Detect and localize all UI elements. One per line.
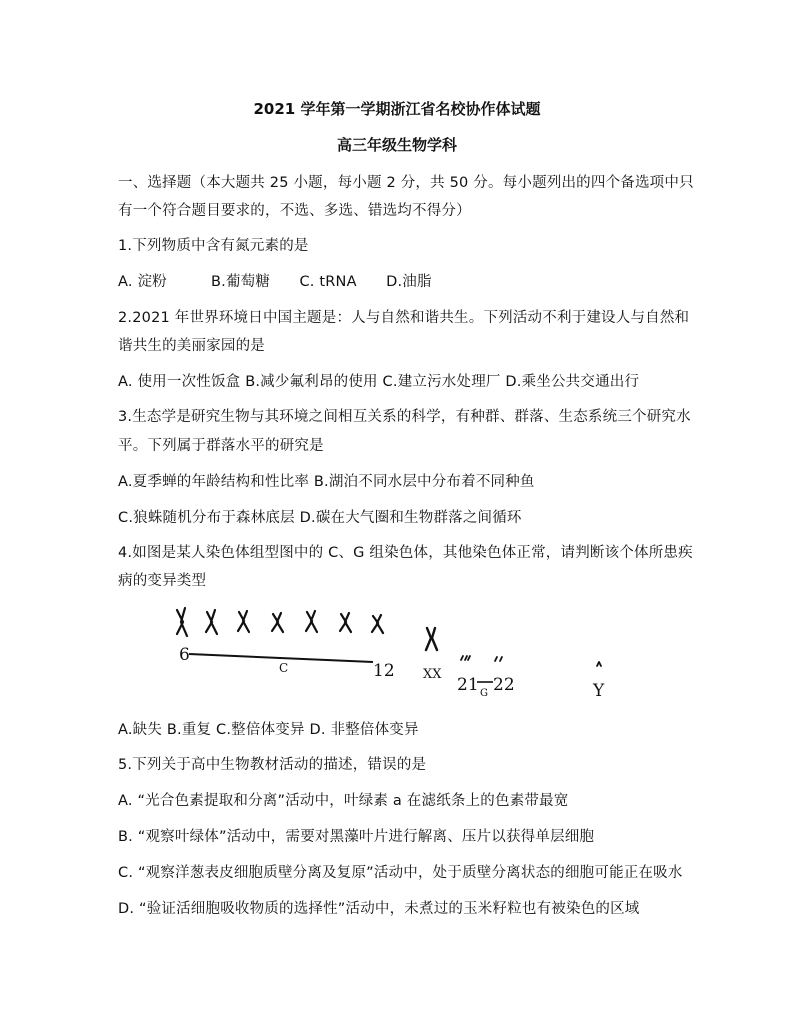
label-group-g: G	[480, 688, 488, 699]
q3-options-line1: A.夏季蝉的年龄结构和性比率 B.湖泊不同水层中分布着不同种鱼	[118, 474, 535, 490]
q1-stem: 1.下列物质中含有氮元素的是	[118, 238, 309, 254]
label-start: 6	[179, 645, 190, 665]
q5-option-a: A. “光合色素提取和分离”活动中，叶绿素 a 在滤纸条上的色素带最宽	[118, 793, 569, 809]
q1-options: A. 淀粉 B.葡萄糖 C. tRNA D.油脂	[118, 274, 432, 290]
q3-stem-line1: 3.生态学是研究生物与其环境之间相互关系的科学，有种群、群落、生态系统三个研究水	[118, 409, 691, 425]
section-heading-line1: 一、选择题（本大题共 25 小题，每小题 2 分，共 50 分。每小题列出的四个备选项中只	[118, 175, 694, 191]
y-chromosome	[597, 662, 601, 666]
q5-option-b: B. “观察叶绿体”活动中，需要对黑藻叶片进行解离、压片以获得单层细胞	[118, 829, 595, 845]
section-heading-line2: 有一个符合题目要求的，不选、多选、错选均不得分）	[118, 203, 471, 219]
label-y: Y	[593, 681, 605, 701]
q2-stem-line2: 谐共生的美丽家园的是	[118, 338, 265, 354]
q4-options: A.缺失 B.重复 C.整倍体变异 D. 非整倍体变异	[118, 722, 419, 738]
karyotype-figure	[165, 598, 635, 706]
q3-options-line2: C.狼蛛随机分布于森林底层 D.碳在大气圈和生物群落之间循环	[118, 510, 522, 526]
c-group-chromosomes	[177, 608, 383, 636]
label-group-c: C	[279, 661, 289, 675]
q5-option-c: C. “观察洋葱表皮细胞质壁分离及复原”活动中，处于质壁分离状态的细胞可能正在吸水	[118, 865, 683, 881]
q4-stem-line1: 4.如图是某人染色体组型图中的 C、G 组染色体，其他染色体正常，请判断该个体所患疾	[118, 545, 693, 561]
q2-stem-line1: 2.2021 年世界环境日中国主题是：人与自然和谐共生。下列活动不利于建设人与自然和	[118, 310, 690, 326]
q5-option-d: D. “验证活细胞吸收物质的选择性”活动中，未煮过的玉米籽粒也有被染色的区域	[118, 901, 640, 917]
g-group-chromosomes	[461, 656, 502, 661]
xx-chromosomes	[426, 628, 437, 650]
label-22: 22	[493, 675, 515, 695]
label-xx: XX	[423, 667, 442, 682]
q4-stem-line2: 病的变异类型	[118, 573, 207, 589]
exam-subtitle: 高三年级生物学科	[336, 136, 457, 154]
q3-stem-line2: 平。下列属于群落水平的研究是	[118, 438, 324, 454]
label-end: 12	[373, 661, 395, 681]
exam-title: 2021 学年第一学期浙江省名校协作体试题	[253, 100, 541, 118]
q5-stem: 5.下列关于高中生物教材活动的描述，错误的是	[118, 757, 427, 773]
label-21: 21	[457, 675, 479, 695]
karyotype-diagram	[165, 598, 635, 706]
q2-options: A. 使用一次性饭盒 B.减少氟利昂的使用 C.建立污水处理厂 D.乘坐公共交通出行	[118, 374, 640, 390]
